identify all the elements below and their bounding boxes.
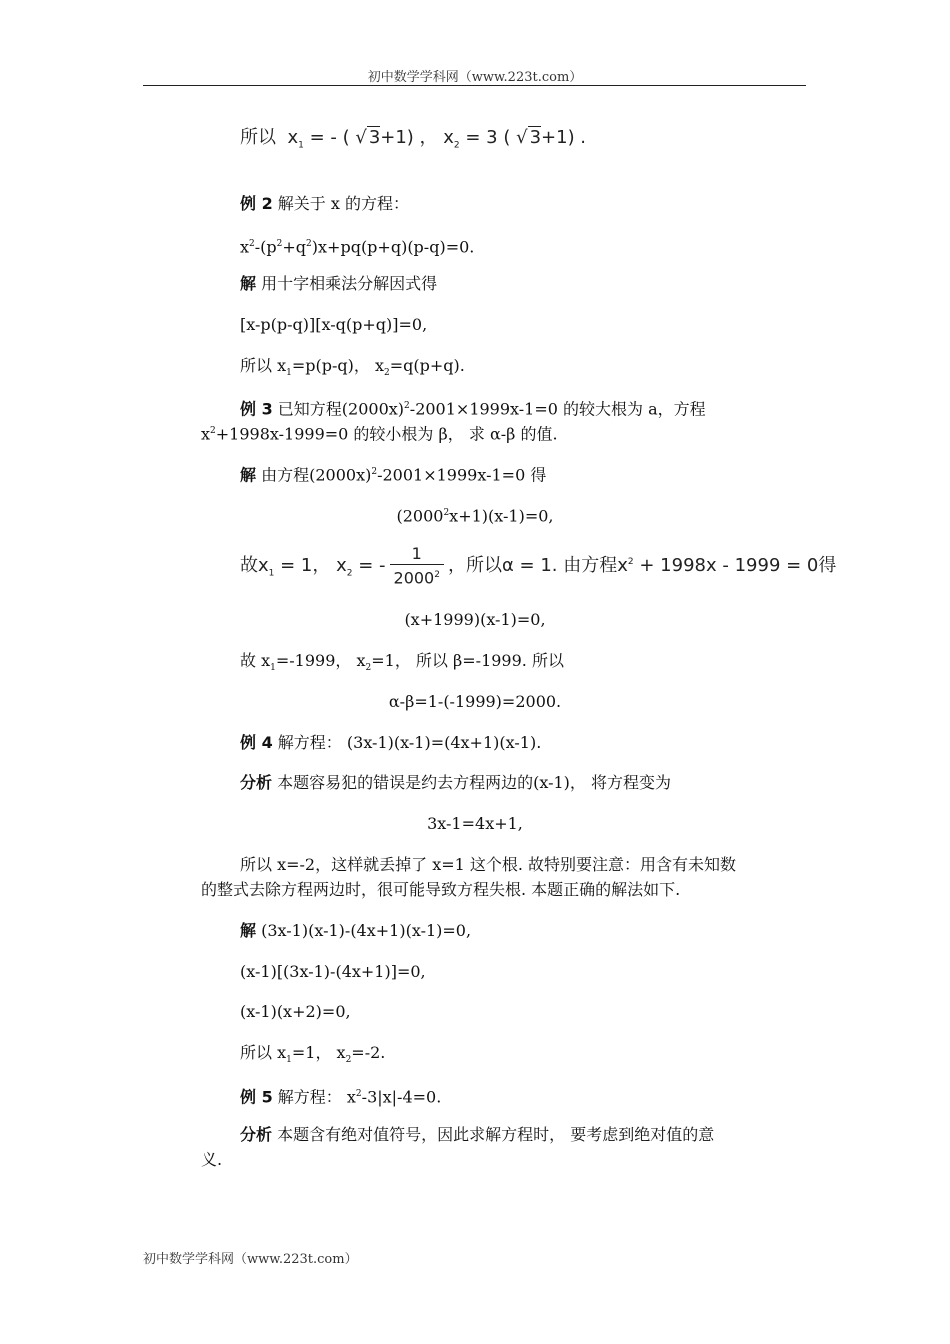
- text-segment: 本题容易犯的错误是约去方程两边的(x-1)， 将方程变为: [272, 773, 672, 792]
- text-segment: -(p: [254, 237, 277, 257]
- analysis-5-cont: 义.: [201, 1150, 223, 1169]
- solution-label: 解: [240, 274, 257, 293]
- text-segment: (3x-1)(x-1)-(4x+1)(x-1)=0,: [256, 921, 472, 940]
- subscript: 1: [268, 568, 275, 579]
- text-segment: 故x: [240, 555, 269, 576]
- text-segment: 用十字相乘法分解因式得: [256, 274, 438, 293]
- header-rule: [143, 85, 806, 86]
- analysis-label: 分析: [240, 1125, 273, 1144]
- analysis-4-equation: 3x-1=4x+1,: [427, 814, 523, 833]
- page-footer: 初中数学学科网（www.223t.com）: [143, 1252, 358, 1267]
- solution-2-intro: [240, 274, 437, 294]
- text-segment: )x+pq(p+q)(p-q)=0.: [311, 237, 475, 257]
- solution-2-result: [240, 356, 465, 383]
- text-segment: -3|x|-4=0.: [361, 1087, 442, 1107]
- superscript: 2: [276, 239, 283, 249]
- sqrt-radicand: 3: [368, 127, 381, 148]
- example-label: 例 2: [240, 194, 273, 213]
- example-2-equation: [240, 234, 474, 257]
- subscript: 2: [453, 140, 460, 151]
- text-segment: = - ( √: [303, 127, 367, 148]
- sqrt-radicand: 3: [529, 127, 542, 148]
- solution-3-answer: α-β=1-(-1999)=2000.: [388, 692, 562, 711]
- result-line-ex1: [240, 128, 586, 156]
- superscript: 2: [443, 508, 450, 518]
- superscript: 2: [627, 557, 634, 567]
- text-segment: +q: [282, 237, 307, 257]
- text-segment: =-2.: [351, 1043, 386, 1062]
- solution-3-eq1: [0, 503, 950, 526]
- fraction: [390, 544, 444, 588]
- solution-label: 解: [240, 921, 257, 940]
- subscript: 2: [384, 368, 390, 379]
- solution-2-step: [x-p(p-q)][x-q(p+q)]=0,: [240, 315, 428, 334]
- analysis-label: 分析: [240, 773, 273, 792]
- subscript: 2: [365, 663, 372, 674]
- example-3-title-cont: [201, 421, 558, 444]
- subscript: 2: [345, 1055, 352, 1066]
- text-segment: 解方程： (3x-1)(x-1)=(4x+1)(x-1).: [272, 733, 542, 752]
- example-label: 例 4: [240, 733, 273, 752]
- text-segment: 故 x: [240, 651, 271, 670]
- superscript: 2: [404, 401, 410, 411]
- text-segment: +1) .: [541, 127, 587, 148]
- superscript: 2: [249, 239, 255, 249]
- superscript: 2: [210, 426, 216, 436]
- subscript: 1: [286, 368, 292, 379]
- text-segment: x: [201, 424, 211, 444]
- fraction-numerator: 1: [390, 544, 444, 565]
- text-segment: = 3 ( √: [459, 127, 528, 148]
- text-segment: x+1)(x-1)=0,: [449, 506, 554, 526]
- solution-4-step1: [240, 921, 471, 941]
- analysis-5-intro: [240, 1125, 714, 1145]
- text-segment: +1998x-1999=0 的较小根为 β， 求 α-β 的值.: [215, 424, 558, 444]
- solution-label: 解: [240, 465, 257, 485]
- example-5-title: [240, 1084, 441, 1107]
- solution-3-eq2: (x+1999)(x-1)=0,: [404, 610, 546, 629]
- example-4-title: [240, 733, 541, 753]
- text-segment: 由方程(2000x): [256, 465, 372, 485]
- text-segment: 所以 x: [240, 1043, 287, 1062]
- example-3-title: [240, 396, 706, 419]
- text-segment: + 1998x - 1999 = 0得: [633, 555, 837, 576]
- text-segment: =1， 所以 β=-1999. 所以: [371, 651, 564, 670]
- solution-3-fraction-line: [240, 542, 836, 594]
- text-segment: +1) ， x: [380, 127, 454, 148]
- page-header: 初中数学学科网（www.223t.com）: [367, 70, 583, 85]
- solution-3-intro: [240, 462, 546, 485]
- text-segment: = -: [352, 555, 386, 576]
- example-2-title: [240, 194, 409, 214]
- text-segment: 解方程： x: [272, 1087, 356, 1107]
- subscript: 1: [270, 663, 276, 674]
- fraction-denominator: [390, 565, 444, 588]
- text-segment: =-1999， x: [275, 651, 366, 670]
- text-segment: 所以 x: [240, 356, 287, 375]
- text-segment: (2000: [396, 506, 444, 526]
- text-segment: ，所以α = 1. 由方程x: [447, 555, 628, 576]
- solution-4-step2: (x-1)[(3x-1)-(4x+1)]=0,: [240, 962, 426, 981]
- text-segment: = 1， x: [274, 555, 347, 576]
- text-segment: =q(p+q).: [389, 356, 465, 375]
- text-segment: =1， x: [291, 1043, 346, 1062]
- text-segment: x: [287, 127, 299, 148]
- text-segment: 解关于 x 的方程：: [272, 194, 410, 213]
- analysis-4-paragraph: 所以 x=-2，这样就丢掉了 x=1 这个根. 故特别要注意：用含有未知数: [240, 855, 737, 874]
- superscript: 2: [371, 467, 378, 477]
- text-segment: x: [240, 237, 250, 257]
- text-segment: -2001×1999x-1=0 的较大根为 a，方程: [409, 399, 706, 419]
- text-segment: -2001×1999x-1=0 得: [377, 465, 547, 485]
- analysis-4-paragraph-cont: 的整式去除方程两边时，很可能导致方程失根. 本题正确的解法如下.: [201, 880, 681, 899]
- example-label: 例 5: [240, 1087, 273, 1107]
- superscript: 2: [355, 1089, 362, 1099]
- text-segment: =p(p-q)， x: [291, 356, 384, 375]
- analysis-4-intro: [240, 773, 671, 793]
- solution-3-roots: [240, 651, 564, 678]
- text-segment: 2000: [393, 568, 435, 588]
- text-segment: 已知方程(2000x): [272, 399, 405, 419]
- example-label: 例 3: [240, 399, 273, 419]
- text-segment: 本题含有绝对值符号，因此求解方程时， 要考虑到绝对值的意: [272, 1125, 715, 1144]
- solution-4-result: [240, 1043, 385, 1070]
- subscript: 1: [298, 140, 304, 151]
- superscript: 2: [306, 239, 312, 249]
- superscript: 2: [434, 569, 440, 580]
- subscript: 2: [346, 568, 353, 579]
- solution-4-step3: (x-1)(x+2)=0,: [240, 1002, 351, 1021]
- subscript: 1: [286, 1055, 292, 1066]
- text-segment: 所以: [240, 127, 276, 148]
